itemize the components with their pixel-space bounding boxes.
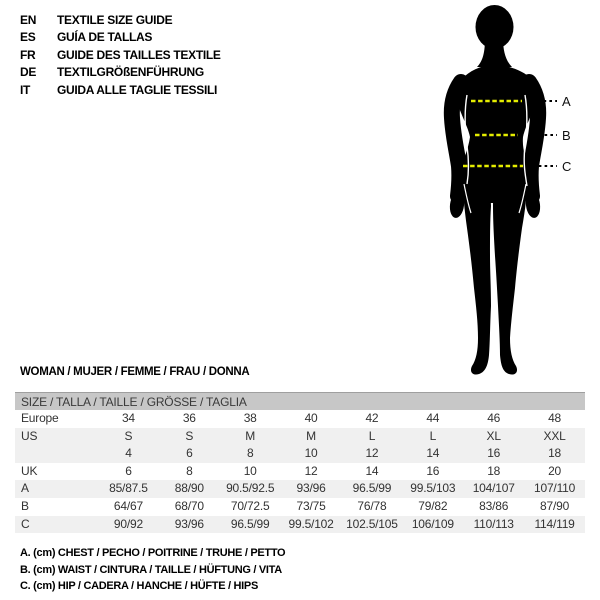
table-row bbox=[15, 498, 585, 516]
language-code: ES bbox=[20, 30, 36, 45]
table-row-label: C bbox=[21, 516, 30, 531]
table-cell: 6 bbox=[186, 446, 193, 461]
table-cell: 64/67 bbox=[113, 498, 143, 513]
table-cell: L bbox=[429, 428, 437, 443]
table-row-label: A bbox=[21, 481, 29, 496]
table-cell: 46 bbox=[487, 411, 501, 425]
table-cell: 36 bbox=[182, 411, 196, 425]
table-row bbox=[15, 463, 585, 481]
language-row bbox=[20, 29, 221, 46]
language-label: TEXTILE SIZE GUIDE bbox=[57, 13, 173, 27]
table-row bbox=[15, 445, 585, 463]
size-table bbox=[15, 392, 585, 533]
table-row-label: UK bbox=[21, 463, 38, 478]
measure-label-b: B bbox=[562, 128, 571, 143]
table-cell: 107/110 bbox=[534, 481, 576, 496]
language-code: DE bbox=[20, 65, 37, 80]
language-code: IT bbox=[20, 82, 31, 97]
table-cell: 102.5/105 bbox=[346, 516, 398, 531]
silhouette-right-arm bbox=[529, 82, 538, 196]
table-cell: 12 bbox=[365, 446, 379, 461]
table-cell: 8 bbox=[186, 463, 193, 478]
table-cell: 96.5/99 bbox=[230, 516, 270, 531]
table-cell: 20 bbox=[548, 463, 562, 478]
table-cell: 87/90 bbox=[540, 498, 570, 513]
table-cell: XL bbox=[486, 428, 501, 443]
table-cell: 106/109 bbox=[411, 516, 454, 531]
table-cell: 104/107 bbox=[472, 481, 515, 496]
table-row bbox=[15, 410, 585, 428]
table-cell: 14 bbox=[365, 463, 379, 478]
table-cell: 12 bbox=[304, 463, 318, 478]
measure-label-c: C bbox=[562, 159, 572, 174]
table-row-label: US bbox=[21, 428, 38, 443]
table-cell: 14 bbox=[426, 446, 440, 461]
table-cell: 4 bbox=[125, 446, 132, 461]
table-cell: 42 bbox=[365, 411, 379, 425]
table-cell: S bbox=[124, 428, 133, 443]
language-label: GUIDA ALLE TAGLIE TESSILI bbox=[57, 82, 218, 97]
woman-silhouette-diagram bbox=[430, 0, 600, 385]
language-label: TEXTILGRÖßENFÜHRUNG bbox=[57, 65, 204, 80]
table-cell: 90/92 bbox=[113, 516, 143, 531]
table-cell: 10 bbox=[304, 446, 318, 461]
table-cell: 70/72.5 bbox=[230, 498, 270, 513]
table-cell: 68/70 bbox=[174, 498, 204, 513]
table-cell: 8 bbox=[246, 446, 254, 461]
table-cell: 18 bbox=[487, 463, 501, 478]
language-label: GUÍA DE TALLAS bbox=[57, 30, 153, 45]
language-code: EN bbox=[20, 13, 37, 27]
table-cell: 88/90 bbox=[174, 481, 204, 496]
table-cell: 76/78 bbox=[357, 498, 387, 513]
table-cell: 99.5/103 bbox=[410, 481, 456, 496]
table-cell: 18 bbox=[548, 446, 562, 461]
language-row bbox=[20, 47, 221, 64]
language-list bbox=[20, 12, 221, 99]
table-cell: 96.5/99 bbox=[352, 481, 392, 496]
table-row-label: Europe bbox=[21, 411, 59, 425]
language-row bbox=[20, 12, 221, 29]
table-cell: 6 bbox=[125, 463, 132, 478]
table-cell: 99.5/102 bbox=[288, 516, 334, 531]
table-cell: 93/96 bbox=[174, 516, 204, 531]
table-cell: 85/87.5 bbox=[109, 481, 148, 496]
table-cell: 48 bbox=[548, 411, 562, 425]
table-cell: 90.5/92.5 bbox=[226, 481, 275, 496]
table-cell: 79/82 bbox=[418, 498, 448, 513]
table-cell: 34 bbox=[121, 411, 135, 425]
footnote-line: B. (cm) WAIST / CINTURA / TAILLE / HÜFTUNG / VITA bbox=[20, 563, 282, 576]
size-table-header: SIZE / TALLA / TAILLE / GRÖSSE / TAGLIA bbox=[15, 392, 585, 410]
table-row bbox=[15, 428, 585, 446]
table-cell: 38 bbox=[243, 411, 257, 425]
measurement-footnotes bbox=[20, 545, 285, 595]
footnote-line: A. (cm) CHEST / PECHO / POITRINE / TRUHE / PETTO bbox=[20, 547, 286, 559]
table-cell: 16 bbox=[487, 446, 501, 461]
size-table-body bbox=[15, 410, 585, 533]
table-cell: L bbox=[368, 428, 376, 443]
table-cell: M bbox=[245, 428, 256, 443]
table-cell: M bbox=[306, 428, 316, 443]
footnote-line: C. (cm) HIP / CADERA / HANCHE / HÜFTE / HIPS bbox=[20, 580, 258, 592]
section-title: WOMAN / MUJER / FEMME / FRAU / DONNA bbox=[20, 366, 250, 378]
language-row bbox=[20, 64, 221, 81]
table-cell: 93/96 bbox=[296, 481, 326, 496]
table-row-label bbox=[15, 445, 98, 463]
measure-label-a: A bbox=[562, 94, 571, 109]
table-cell: XXL bbox=[543, 428, 566, 443]
table-cell: 44 bbox=[426, 411, 440, 425]
language-code: FR bbox=[20, 47, 36, 62]
table-cell: 10 bbox=[243, 463, 257, 478]
table-cell: 110/113 bbox=[473, 516, 514, 531]
table-row bbox=[15, 516, 585, 534]
table-cell: 83/86 bbox=[479, 498, 509, 513]
table-cell: 16 bbox=[426, 463, 440, 478]
language-label: GUIDE DES TAILLES TEXTILE bbox=[57, 47, 221, 62]
table-cell: S bbox=[185, 428, 194, 443]
table-cell: 40 bbox=[304, 411, 318, 425]
silhouette-right-leg bbox=[493, 168, 527, 375]
language-row bbox=[20, 82, 221, 99]
table-row-label: B bbox=[21, 498, 29, 513]
table-cell: 114/119 bbox=[534, 516, 575, 531]
silhouette-left-arm bbox=[452, 82, 461, 196]
table-cell: 73/75 bbox=[296, 498, 326, 513]
table-row bbox=[15, 480, 585, 498]
